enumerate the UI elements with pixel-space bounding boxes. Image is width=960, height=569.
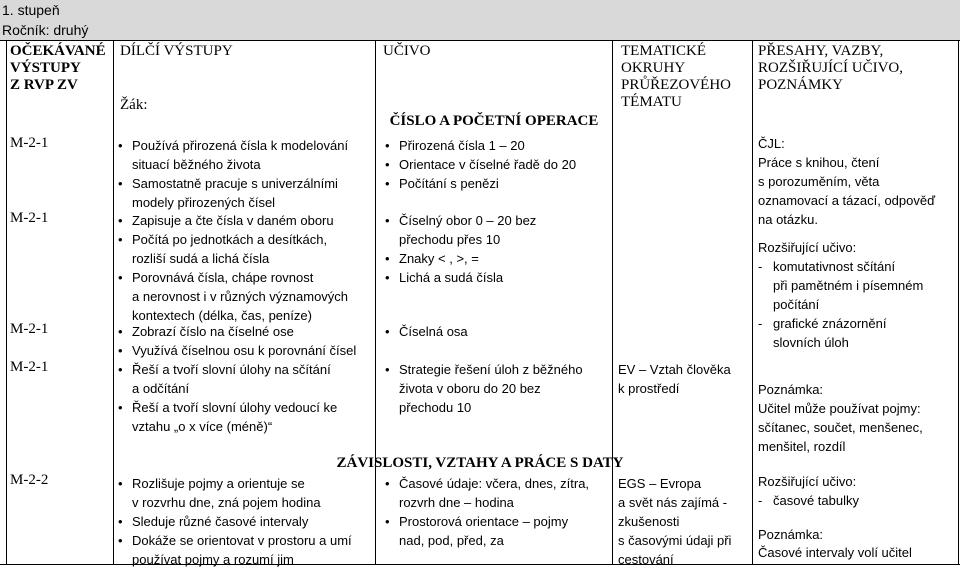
content-text-cont: přechodu přes 10: [399, 232, 501, 247]
output-item: [118, 341, 356, 360]
output-item: [118, 360, 331, 379]
bullet-icon: •: [118, 533, 123, 548]
theme-text: s časovými údaji při: [618, 533, 732, 548]
bullet-icon: •: [385, 213, 390, 228]
bullet-icon: •: [118, 270, 123, 285]
extension-item: při pamětném i písemném: [773, 278, 924, 293]
cjl-line: na otázku.: [758, 212, 818, 227]
cjl-line: oznamovací a tázací, odpověď: [758, 193, 936, 208]
extension-item: grafické znázornění: [773, 316, 887, 331]
bullet-icon: •: [385, 138, 390, 153]
output-item: [118, 211, 334, 230]
theme-text: cestování: [618, 552, 674, 567]
content-item: [385, 322, 468, 341]
cjl-title: ČJL:: [758, 136, 785, 151]
bullet-icon: •: [385, 270, 390, 285]
bullet-icon: •: [118, 362, 123, 377]
header-expected-outputs-line: VÝSTUPY: [10, 60, 81, 76]
output-item: [118, 398, 337, 417]
note-line: menšitel, rozdíl: [758, 439, 846, 454]
header-expected-outputs-line: OČEKÁVANÉ: [10, 43, 106, 59]
row-code: M-2-1: [10, 135, 49, 151]
dash-marker: -: [758, 259, 763, 274]
header-year: Ročník: druhý: [0, 20, 960, 40]
row-code: M-2-1: [10, 359, 49, 375]
row-code: M-2-1: [10, 321, 49, 337]
note-title: Poznámka:: [758, 382, 824, 397]
output-text-cont: rozliší sudá a lichá čísla: [132, 251, 270, 266]
content-item: [385, 136, 525, 155]
cjl-line: Práce s knihou, čtení: [758, 155, 880, 170]
section-title-numbers: ČÍSLO A POČETNÍ OPERACE: [389, 113, 599, 129]
output-item: [118, 474, 305, 493]
theme-text: k prostředí: [618, 381, 680, 396]
content-item: [385, 512, 568, 531]
theme-text: a svět nás zajímá -: [618, 495, 728, 510]
output-text: Používá přirozená čísla k modelování: [132, 138, 349, 153]
output-text-cont: v rozvrhu dne, zná pojem hodina: [132, 495, 321, 510]
dash-marker: -: [758, 316, 763, 331]
bullet-icon: •: [385, 157, 390, 172]
content-text: Strategie řešení úloh z běžného: [399, 362, 583, 377]
content-item: [385, 155, 576, 174]
output-text-cont: modely přirozených čísel: [132, 195, 276, 210]
bullet-icon: •: [118, 343, 123, 358]
bullet-icon: •: [385, 324, 390, 339]
note-line: Časové intervaly volí učitel: [758, 545, 912, 560]
bullet-icon: •: [118, 232, 123, 247]
theme-text: zkušenosti: [618, 514, 680, 529]
theme-text: EGS – Evropa: [618, 476, 702, 491]
output-text: Počítá po jednotkách a desítkách,: [132, 232, 328, 247]
output-text: Rozlišuje pojmy a orientuje se: [132, 476, 305, 491]
content-item: [385, 268, 503, 287]
content-text: Orientace v číselné řadě do 20: [399, 157, 577, 172]
extension-item: komutativnost sčítání: [773, 259, 896, 274]
output-text-cont: používat pojmy a rozumí jim: [132, 552, 294, 567]
output-item: [118, 136, 348, 155]
content-text: Časové údaje: včera, dnes, zítra,: [399, 476, 590, 491]
content-text: Číselná osa: [399, 324, 468, 339]
content-text-cont: nad, pod, před, za: [399, 533, 504, 548]
output-text-cont: situací běžného života: [132, 157, 261, 172]
row-code: M-2-2: [10, 472, 49, 488]
extension-item: počítání: [773, 297, 820, 312]
content-text: Lichá a sudá čísla: [399, 270, 504, 285]
output-text: Využívá číselnou osu k porovnání čísel: [132, 343, 357, 358]
output-text-cont: vztahu „o x více (méně)“: [132, 419, 273, 434]
bullet-icon: •: [385, 476, 390, 491]
output-text-cont: a odčítání: [132, 381, 190, 396]
extension-title: Rozšiřující učivo:: [758, 474, 857, 489]
content-text: Číselný obor 0 – 20 bez: [399, 213, 537, 228]
table-border-right: [958, 40, 959, 565]
bullet-icon: •: [118, 400, 123, 415]
output-text: Sleduje různé časové intervaly: [132, 514, 309, 529]
output-item: [118, 268, 313, 287]
content-text: Prostorová orientace – pojmy: [399, 514, 569, 529]
column-divider-4: [752, 40, 753, 565]
header-overlaps-line: PŘESAHY, VAZBY,: [758, 43, 884, 59]
output-item: [118, 174, 338, 193]
output-item: [118, 512, 308, 531]
output-text: Samostatně pracuje s univerzálními: [132, 176, 338, 191]
content-text-cont: přechodu 10: [399, 400, 472, 415]
content-text: Znaky < , >, =: [399, 251, 479, 266]
header-pupil-label: Žák:: [120, 97, 148, 113]
output-text-cont: a nerovnost i v různých významových: [132, 289, 349, 304]
extension-title: Rozšiřující učivo:: [758, 240, 857, 255]
header-expected-outputs-line: Z RVP ZV: [10, 77, 78, 93]
header-partial-outputs: DÍLČÍ VÝSTUPY: [120, 43, 233, 59]
content-text: Přirozená čísla 1 – 20: [399, 138, 525, 153]
output-item: [118, 322, 294, 341]
bullet-icon: •: [385, 251, 390, 266]
note-title: Poznámka:: [758, 527, 824, 542]
bullet-icon: •: [118, 324, 123, 339]
output-text: Řeší a tvoří slovní úlohy na sčítání: [132, 362, 331, 377]
row-code: M-2-1: [10, 210, 49, 226]
theme-text: EV – Vztah člověka: [618, 362, 731, 377]
content-text-cont: rozvrh dne – hodina: [399, 495, 514, 510]
header-cross-themes-line: PRŮŘEZOVÉHO: [621, 77, 732, 93]
note-line: Učitel může používat pojmy:: [758, 401, 921, 416]
output-item: [118, 230, 327, 249]
bullet-icon: •: [385, 514, 390, 529]
header-cross-themes-line: OKRUHY: [621, 60, 686, 76]
output-text: Zapisuje a čte čísla v daném oboru: [132, 213, 334, 228]
bullet-icon: •: [118, 176, 123, 191]
content-item: [385, 174, 499, 193]
column-divider-1: [113, 40, 114, 565]
content-item: [385, 474, 589, 493]
header-overlaps-line: POZNÁMKY: [758, 77, 844, 93]
output-text: Porovnává čísla, chápe rovnost: [132, 270, 314, 285]
output-text: Zobrazí číslo na číselné ose: [132, 324, 294, 339]
header-curriculum: UČIVO: [383, 43, 431, 59]
content-item: [385, 249, 479, 268]
header-cross-themes-line: TÉMATU: [621, 94, 682, 110]
output-text: Dokáže se orientovat v prostoru a umí: [132, 533, 352, 548]
content-item: [385, 211, 536, 230]
note-line: sčítanec, součet, menšenec,: [758, 420, 923, 435]
table-border-left: [6, 40, 7, 565]
bullet-icon: •: [118, 213, 123, 228]
content-text: Počítání s penězi: [399, 176, 499, 191]
extension-item: časové tabulky: [773, 493, 859, 508]
cjl-line: s porozuměním, věta: [758, 174, 880, 189]
extension-item: slovních úloh: [773, 335, 849, 350]
header-overlaps-line: ROZŠIŘUJÍCÍ UČIVO,: [758, 60, 904, 76]
column-divider-3: [612, 40, 613, 565]
output-item: [118, 531, 352, 550]
bullet-icon: •: [118, 138, 123, 153]
table-border-top: [0, 40, 960, 41]
bullet-icon: •: [118, 514, 123, 529]
header-grade-level: 1. stupeň: [0, 0, 960, 20]
content-text-cont: života v oboru do 20 bez: [399, 381, 541, 396]
section-title-dependencies: ZÁVISLOSTI, VZTAHY A PRÁCE S DATY: [336, 455, 624, 471]
content-item: [385, 360, 583, 379]
bullet-icon: •: [385, 176, 390, 191]
bullet-icon: •: [385, 362, 390, 377]
dash-marker: -: [758, 493, 763, 508]
header-cross-themes-line: TEMATICKÉ: [621, 43, 706, 59]
bullet-icon: •: [118, 476, 123, 491]
output-text: Řeší a tvoří slovní úlohy vedoucí ke: [132, 400, 338, 415]
output-text-cont: kontextech (délka, čas, peníze): [132, 308, 312, 323]
